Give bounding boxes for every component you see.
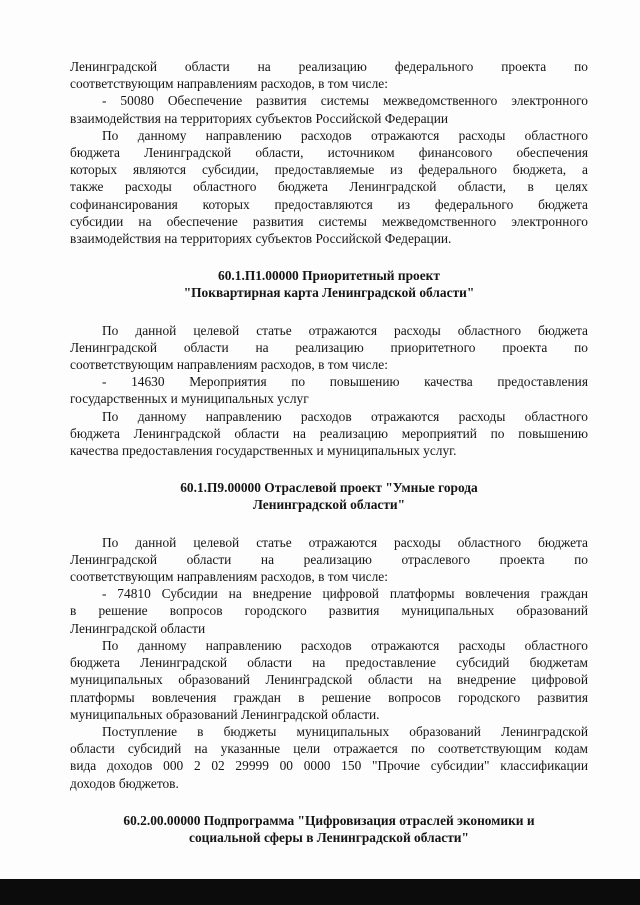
text-line: взаимодействия на территориях субъектов Российской Федерации: [70, 110, 449, 126]
text-line: - 50080 Обеспечение развития системы межведомственного электронного: [102, 93, 588, 109]
text-line: также расходы областного бюджета Ленинградской области, в целях: [70, 179, 588, 195]
text-line: бюджета Ленинградской области, источником финансового обеспечения: [70, 145, 588, 161]
paragraph: [70, 92, 588, 126]
text-line: Ленинградской области на реализацию приоритетного проекта по: [70, 339, 588, 355]
paragraph: [70, 585, 588, 637]
text-line: соответствующим направлениям расходов, в том числе:: [70, 357, 388, 373]
heading-line: 60.2.00.00000 Подпрограмма "Цифровизация отраслей экономики и: [123, 812, 535, 828]
text-line: По данному направлению расходов отражаются расходы областного: [102, 408, 588, 424]
spacer: [70, 792, 588, 812]
document-page: [70, 58, 588, 846]
text-line: софинансирования которых предоставляются из федерального бюджета: [70, 196, 588, 212]
text-line: По данной целевой статье отражаются расходы областного бюджета: [102, 534, 588, 550]
text-line: которых являются субсидии, предоставляемые из федерального бюджета, а: [70, 162, 588, 178]
paragraph: [70, 373, 588, 407]
text-line: Ленинградской области на реализацию федерального проекта по: [70, 59, 588, 74]
text-line: Ленинградской области: [70, 620, 206, 636]
paragraph: [70, 723, 588, 792]
heading-line: 60.1.П1.00000 Приоритетный проект: [218, 268, 440, 284]
text-line: области субсидий на указанные цели отражается по соответствующим кодам: [70, 741, 588, 757]
text-line: муниципальных образований Ленинградской области на внедрение цифровой: [70, 672, 588, 688]
text-line: муниципальных образований Ленинградской области.: [70, 706, 380, 722]
spacer: [70, 514, 588, 534]
text-line: вида доходов 000 2 02 29999 00 0000 150 "Прочие субсидии" классификации: [70, 758, 588, 774]
spacer: [70, 247, 588, 267]
text-line: Поступление в бюджеты муниципальных образований Ленинградской: [102, 723, 588, 739]
text-line: По данной целевой статье отражаются расходы областного бюджета: [102, 322, 588, 338]
paragraph: [70, 408, 588, 460]
spacer: [70, 459, 588, 479]
section-heading: [70, 812, 588, 846]
scan-edge-bar: [0, 879, 640, 905]
text-line: - 74810 Субсидии на внедрение цифровой платформы вовлечения граждан: [102, 586, 588, 602]
text-line: бюджета Ленинградской области на реализацию мероприятий по повышению: [70, 425, 588, 441]
text-line: доходов бюджетов.: [70, 775, 179, 791]
heading-line: социальной сферы в Ленинградской области": [189, 829, 469, 845]
text-line: соответствующим направлениям расходов, в том числе:: [70, 76, 388, 92]
text-line: государственных и муниципальных услуг: [70, 391, 309, 407]
text-line: Ленинградской области на реализацию отраслевого проекта по: [70, 551, 588, 567]
text-line: По данному направлению расходов отражаются расходы областного: [102, 637, 588, 653]
heading-line: "Поквартирная карта Ленинградской области": [183, 285, 475, 301]
heading-line: Ленинградской области": [252, 497, 406, 513]
text-line: качества предоставления государственных и муниципальных услуг.: [70, 443, 457, 459]
text-line: - 14630 Мероприятия по повышению качества предоставления: [102, 374, 588, 390]
heading-line: 60.1.П9.00000 Отраслевой проект "Умные города: [180, 480, 478, 496]
text-line: взаимодействия на территориях субъектов Российской Федерации.: [70, 231, 452, 247]
text-line: соответствующим направлениям расходов, в том числе:: [70, 569, 388, 585]
text-line: платформы вовлечения граждан в решение вопросов городского развития: [70, 689, 588, 705]
paragraph: [70, 637, 588, 723]
text-line: бюджета Ленинградской области на предоставление субсидий бюджетам: [70, 655, 588, 671]
text-line: По данному направлению расходов отражаются расходы областного: [102, 127, 588, 143]
spacer: [70, 302, 588, 322]
text-line: в решение вопросов городского развития муниципальных образований: [70, 603, 588, 619]
section-heading: [70, 479, 588, 513]
paragraph: [70, 322, 588, 374]
paragraph: [70, 58, 588, 92]
paragraph: [70, 127, 588, 247]
text-line: субсидии на обеспечение развития системы межведомственного электронного: [70, 213, 588, 229]
paragraph: [70, 534, 588, 586]
section-heading: [70, 267, 588, 301]
